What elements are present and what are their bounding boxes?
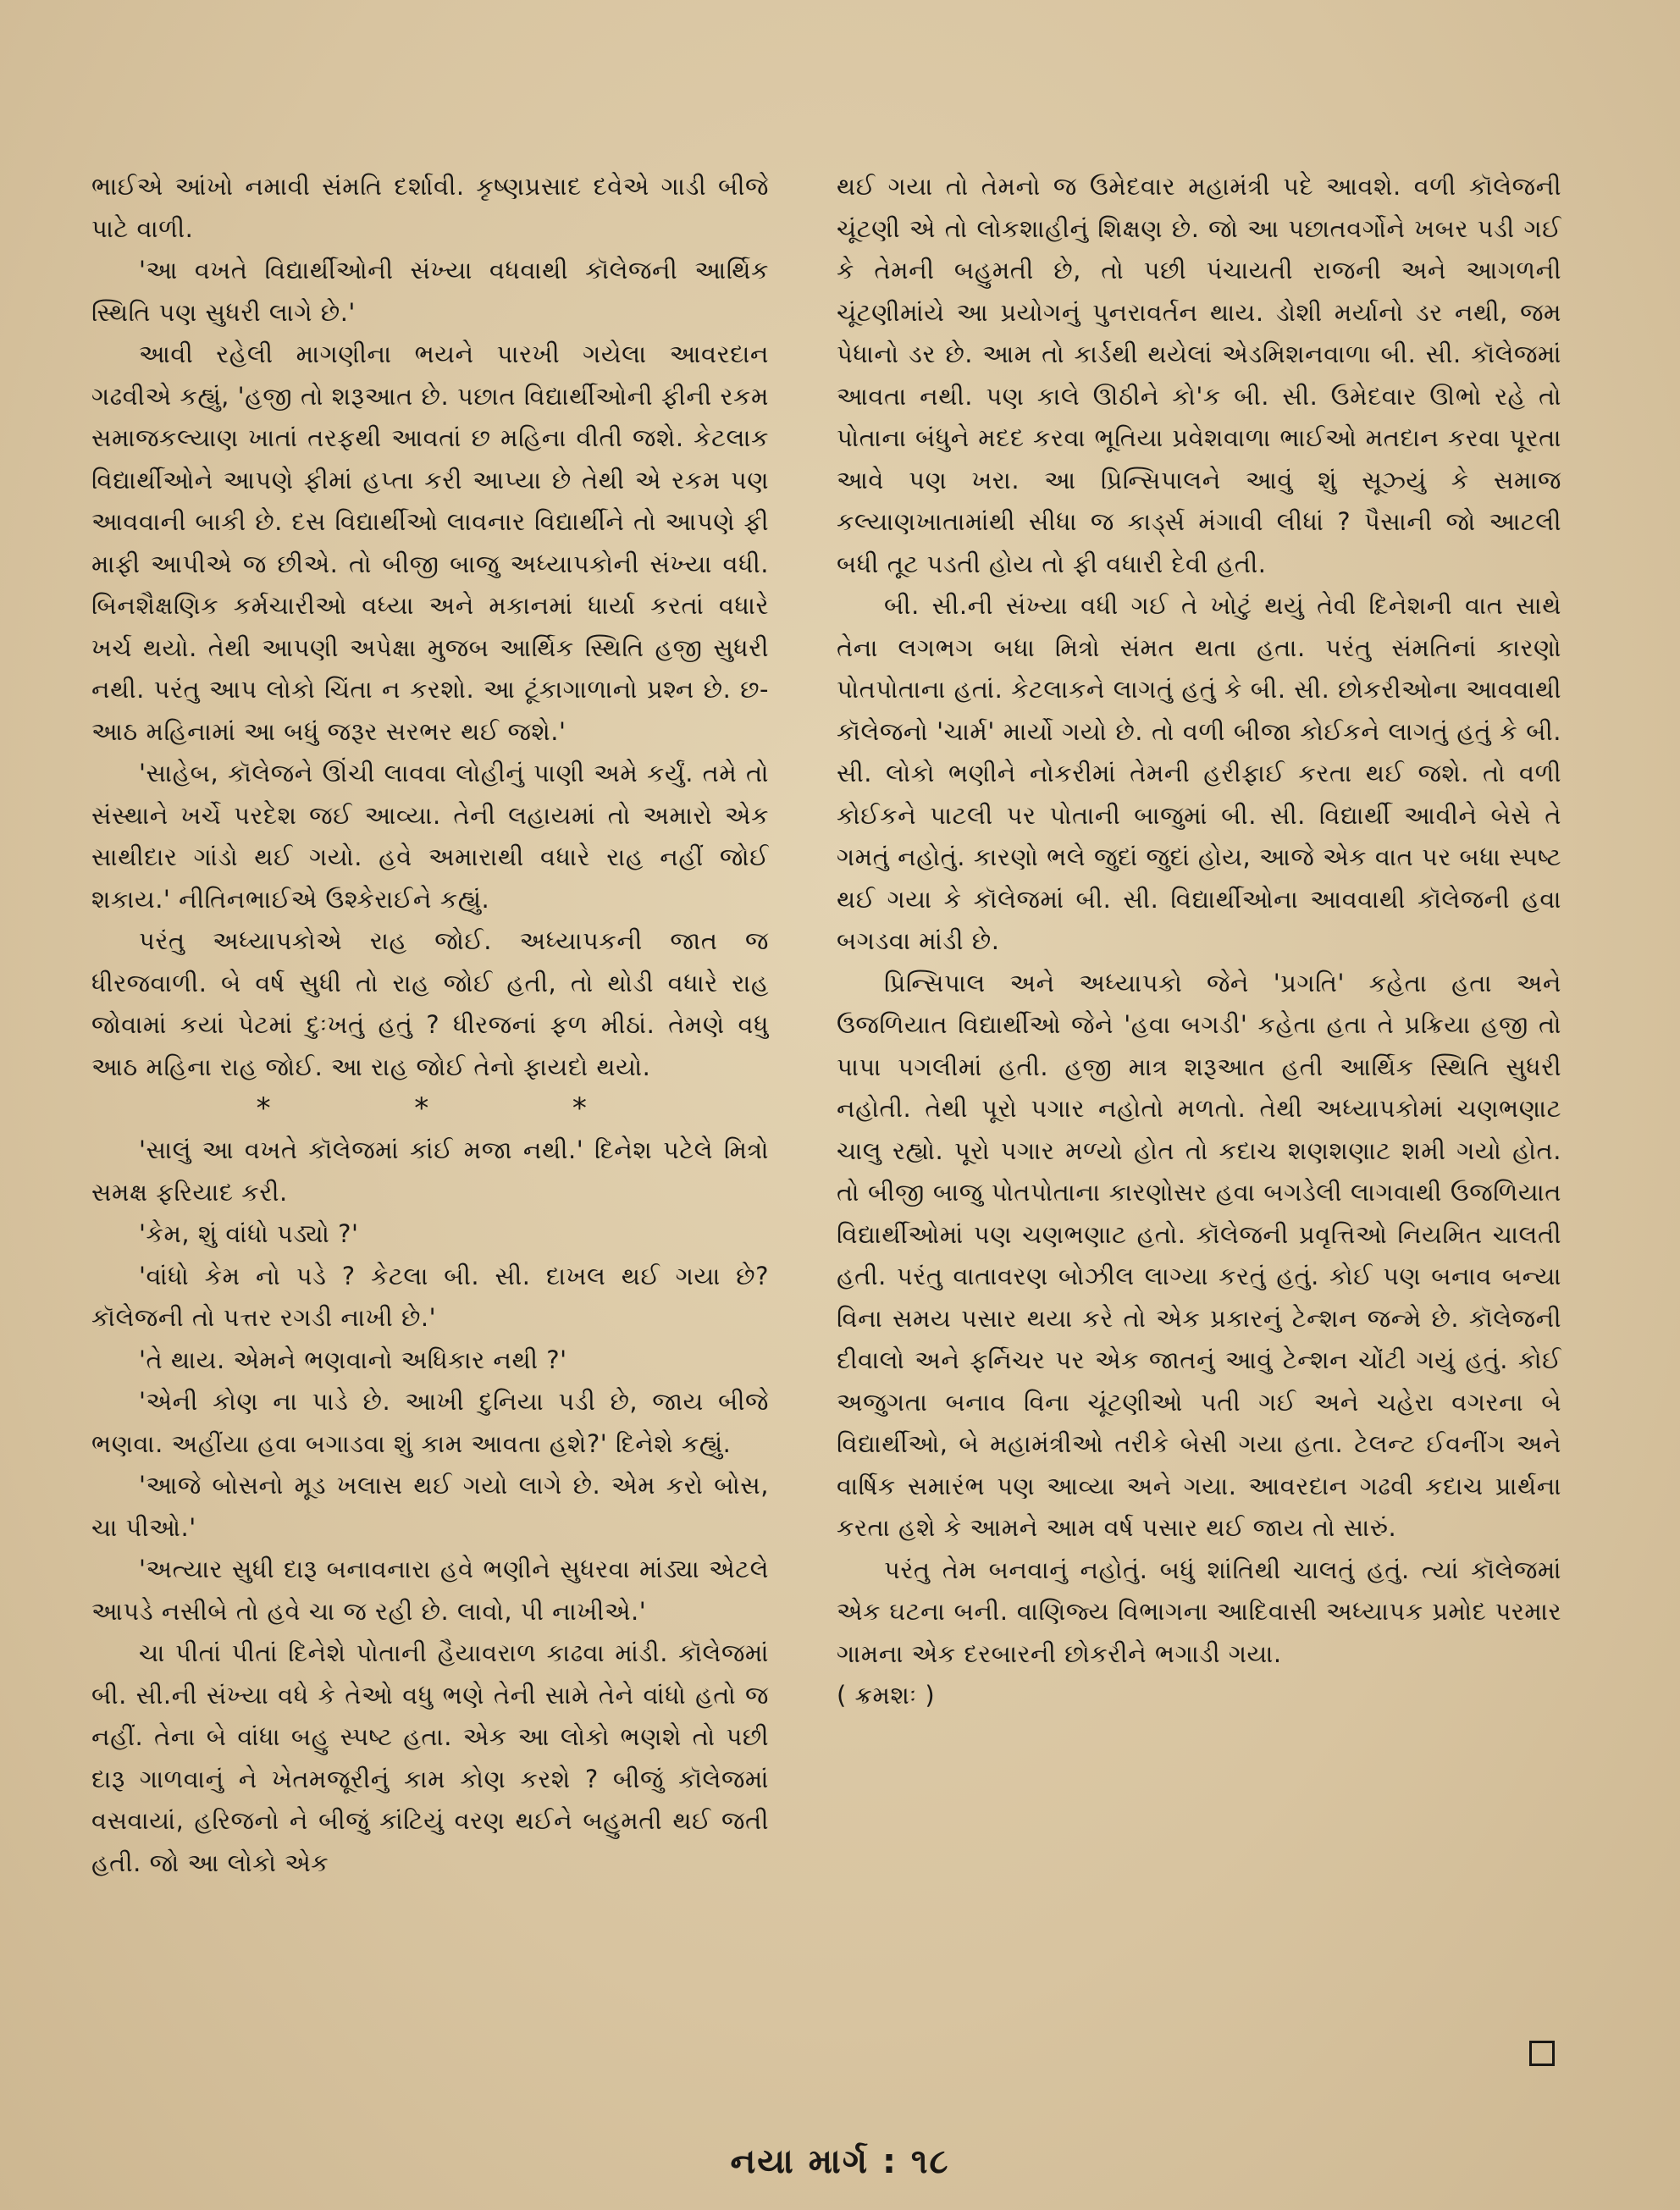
- paragraph: ભાઈએ આંખો નમાવી સંમતિ દર્શાવી. કૃષ્ણપ્રસાદ દવેએ ગાડી બીજે પાટે વાળી.: [91, 172, 769, 243]
- paragraph: બી. સી.ની સંખ્યા વધી ગઈ તે ખોટું થયું તેવી દિનેશની વાત સાથે તેના લગભગ બધા મિત્રો સંમત થતા હતા. પરંતુ સંમતિનાં કારણો પોતપોતાના હતાં. કેટલાકને લાગતું હતું કે બી. સી. છોકરીઓના આવવાથી કૉલેજનો 'ચાર્મ' માર્યો ગયો છે. તો વળી બીજા કોઈકને લાગતું હતું કે બી. સી. લોકો ભણીને નોકરીમાં તેમની હરીફાઈ કરતા થઈ જશે. તો વળી કોઈકને પાટલી પર પોતાની બાજુમાં બી. સી. વિદ્યાર્થી આવીને બેસે તે ગમતું નહોતું. કારણો ભલે જુદાં જુદાં હોય, આજે એક વાત પર બધા સ્પષ્ટ થઈ ગયા કે કૉલેજમાં બી. સી. વિદ્યાર્થીઓના આવવાથી કૉલેજની હવા બગડવા માંડી છે.: [837, 591, 1561, 955]
- divider-star: *: [256, 1091, 272, 1125]
- paragraph: પરંતુ અધ્યાપકોએ રાહ જોઈ. અધ્યાપકની જાત જ ધીરજવાળી. બે વર્ષ સુધી તો રાહ જોઈ હતી, તો થોડી વધારે રાહ જોવામાં કયાં પેટમાં દુઃખતું હતું ? ધીરજનાં ફળ મીઠાં. તેમણે વધુ આઠ મહિના રાહ જોઈ. આ રાહ જોઈ તેનો ફાયદો થયો.: [91, 926, 769, 1081]
- continued-marker: ( ક્રમશઃ ): [837, 1681, 936, 1710]
- paragraph: 'અત્યાર સુધી દારૂ બનાવનારા હવે ભણીને સુધરવા માંડ્યા એટલે આપડે નસીબે તો હવે ચા જ રહી છે. લાવો, પી નાખીએ.': [91, 1555, 769, 1626]
- paragraph: પ્રિન્સિપાલ અને અધ્યાપકો જેને 'પ્રગતિ' કહેતા હતા અને ઉજળિયાત વિદ્યાર્થીઓ જેને 'હવા બગડી' કહેતા હતા તે પ્રક્રિયા હજી તો પાપા પગલીમાં હતી. હજી માત્ર શરૂઆત હતી આર્થિક સ્થિતિ સુધરી નહોતી. તેથી પૂરો પગાર નહોતો મળતો. તેથી અધ્યાપકોમાં ચણભણાટ ચાલુ રહ્યો. પૂરો પગાર મળ્યો હોત તો કદાચ શણશણાટ શમી ગયો હોત. તો બીજી બાજુ પોતપોતાના કારણોસર હવા બગડેલી લાગવાથી ઉજળિયાત વિદ્યાર્થીઓમાં પણ ચણભણાટ હતો. કૉલેજની પ્રવૃત્તિઓ નિયમિત ચાલતી હતી. પરંતુ વાતાવરણ બોઝીલ લાગ્યા કરતું હતું. કોઈ પણ બનાવ બન્યા વિના સમય પસાર થયા કરે તો એક પ્રકારનું ટેન્શન જન્મે છે. કૉલેજની દીવાલો અને ફર્નિચર પર એક જાતનું આવું ટેન્શન ચોંટી ગયું હતું. કોઈ અજુગતા બનાવ વિના ચૂંટણીઓ પતી ગઈ અને ચહેરા વગરના બે વિદ્યાર્થીઓ, બે મહામંત્રીઓ તરીકે બેસી ગયા હતા. ટેલન્ટ ઈવનીંગ અને વાર્ષિક સમારંભ પણ આવ્યા અને ગયા. આવરદાન ગઢવી કદાચ પ્રાર્થના કરતા હશે કે આમને આમ વર્ષ પસાર થઈ જાય તો સારું.: [837, 968, 1561, 1542]
- paragraph: ચા પીતાં પીતાં દિનેશે પોતાની હૈયાવરાળ કાઢવા માંડી. કૉલેજમાં બી. સી.ની સંખ્યા વધે કે તેઓ વધુ ભણે તેની સામે તેને વાંધો હતો જ નહીં. તેના બે વાંધા બહુ સ્પષ્ટ હતા. એક આ લોકો ભણશે તો પછી દારૂ ગાળવાનું ને ખેતમજૂરીનું કામ કોણ કરશે ? બીજું કૉલેજમાં વસવાયાં, હરિજનો ને બીજું કાંટિયું વરણ થઈને બહુમતી થઈ જતી હતી. જો આ લોકો એક: [91, 1638, 769, 1877]
- section-divider: [185, 1088, 659, 1130]
- paragraph: 'આજે બોસનો મૂડ ખલાસ થઈ ગયો લાગે છે. એમ કરો બોસ, ચા પીઓ.': [91, 1471, 769, 1542]
- right-column: [837, 166, 1561, 1717]
- paragraph: 'કેમ, શું વાંધો પડ્યો ?': [139, 1219, 359, 1248]
- paragraph: પરંતુ તેમ બનવાનું નહોતું. બધું શાંતિથી ચાલતું હતું. ત્યાં કૉલેજમાં એક ઘટના બની. વાણિજ્ય વિભાગના આદિવાસી અધ્યાપક પ્રમોદ પરમાર ગામના એક દરબારની છોકરીને ભગાડી ગયા.: [837, 1555, 1561, 1668]
- end-mark-square-icon: [1529, 2041, 1555, 2066]
- paragraph: આવી રહેલી માગણીના ભયને પારખી ગયેલા આવરદાન ગઢવીએ કહ્યું, 'હજી તો શરૂઆત છે. પછાત વિદ્યાર્થીઓની ફીની રકમ સમાજકલ્યાણ ખાતાં તરફથી આવતાં છ મહિના વીતી જશે. કેટલાક વિદ્યાર્થીઓને આપણે ફીમાં હપ્તા કરી આપ્યા છે તેથી એ રકમ પણ આવવાની બાકી છે. દસ વિદ્યાર્થીઓ લાવનાર વિદ્યાર્થીને તો આપણે ફી માફી આપીએ જ છીએ. તો બીજી બાજુ અધ્યાપકોની સંખ્યા વધી. બિનશૈક્ષણિક કર્મચારીઓ વધ્યા અને મકાનમાં ધાર્યા કરતાં વધારે ખર્ચ થયો. તેથી આપણી અપેક્ષા મુજબ આર્થિક સ્થિતિ હજી સુધરી નથી. પરંતુ આપ લોકો ચિંતા ન કરશો. આ ટૂંકાગાળાનો પ્રશ્ન છે. છ-આઠ મહિનામાં આ બધું જરૂર સરભર થઈ જશે.': [91, 340, 769, 746]
- paragraph: 'સાહેબ, કૉલેજને ઊંચી લાવવા લોહીનું પાણી અમે કર્યું. તમે તો સંસ્થાને ખર્ચે પરદેશ જઈ આવ્યા. તેની લહાયમાં તો અમારો એક સાથીદાર ગાંડો થઈ ગયો. હવે અમારાથી વધારે રાહ નહીં જોઈ શકાય.' નીતિનભાઈએ ઉશ્કેરાઈને કહ્યું.: [91, 759, 769, 914]
- paragraph: 'વાંધો કેમ નો પડે ? કેટલા બી. સી. દાખલ થઈ ગયા છે? કૉલેજની તો પત્તર રગડી નાખી છે.': [91, 1261, 769, 1332]
- paragraph: 'એની કોણ ના પાડે છે. આખી દુનિયા પડી છે, જાય બીજે ભણવા. અહીંયા હવા બગાડવા શું કામ આવતા હશે?' દિનેશે કહ્યું.: [91, 1387, 769, 1458]
- paragraph: 'તે થાય. એમને ભણવાનો અધિકાર નથી ?': [139, 1345, 567, 1374]
- paragraph: 'આ વખતે વિદ્યાર્થીઓની સંખ્યા વધવાથી કૉલેજની આર્થિક સ્થિતિ પણ સુધરી લાગે છે.': [91, 256, 769, 327]
- divider-star: *: [572, 1091, 588, 1125]
- divider-star: *: [414, 1091, 429, 1125]
- page-footer: નયા માર્ગ : ૧૮: [730, 2142, 950, 2181]
- paragraph: થઈ ગયા તો તેમનો જ ઉમેદવાર મહામંત્રી પદે આવશે. વળી કૉલેજની ચૂંટણી એ તો લોકશાહીનું શિક્ષણ છે. જો આ પછાતવર્ગોને ખબર પડી ગઈ કે તેમની બહુમતી છે, તો પછી પંચાયતી રાજની અને આગળની ચૂંટણીમાંયે આ પ્રયોગનું પુનરાવર્તન થાય. ડોશી મર્યાનો ડર નથી, જમ પેધાનો ડર છે. આમ તો કાર્ડથી થયેલાં એડમિશનવાળા બી. સી. કૉલેજમાં આવતા નથી. પણ કાલે ઊઠીને કો'ક બી. સી. ઉમેદવાર ઊભો રહે તો પોતાના બંધુને મદદ કરવા ભૂતિયા પ્રવેશવાળા ભાઈઓ મતદાન કરવા પૂરતા આવે પણ ખરા. આ પ્રિન્સિપાલને આવું શું સૂઝ્યું કે સમાજ કલ્યાણખાતામાંથી સીધા જ કાર્ડ્સ મંગાવી લીધાં ? પૈસાની જો આટલી બધી તૂટ પડતી હોય તો ફી વધારી દેવી હતી.: [837, 172, 1561, 578]
- left-column: [91, 166, 769, 1884]
- paragraph: 'સાલું આ વખતે કૉલેજમાં કાંઈ મજા નથી.' દિનેશ પટેલે મિત્રો સમક્ષ ફરિયાદ કરી.: [91, 1135, 769, 1207]
